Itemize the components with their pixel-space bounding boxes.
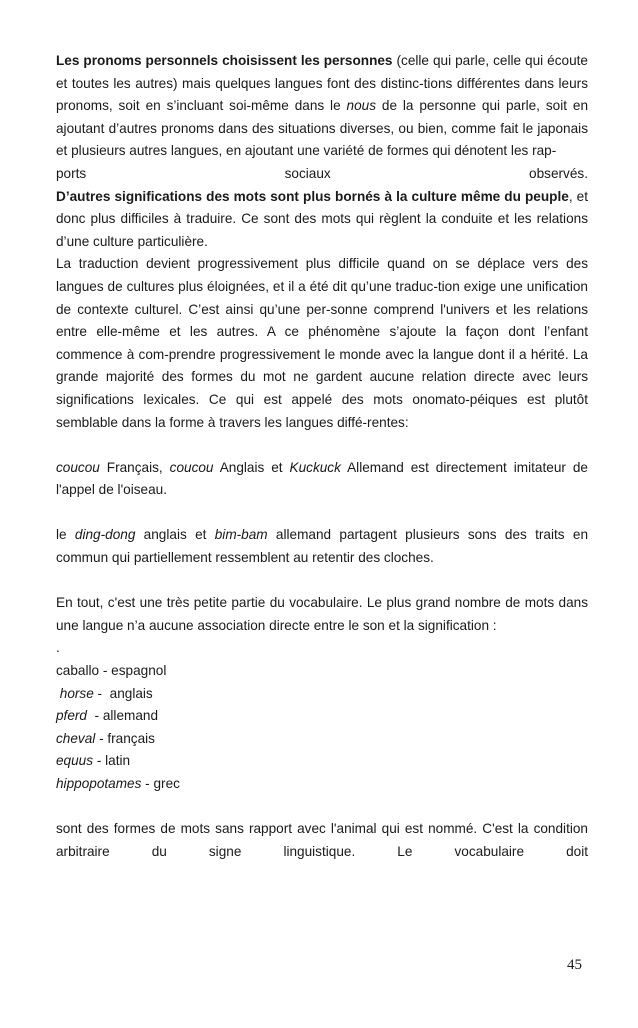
paragraph-coucou: coucou Français, coucou Anglais et Kuckuck Allemand est directement imitateur de l'appel de l'oiseau. (56, 459, 588, 498)
page-number: 45 (567, 957, 582, 973)
document-page (56, 50, 588, 863)
paragraph-vocabulaire: En tout, c'est une très petite partie du vocabulaire. Le plus grand nombre de mots dans une langue n’a aucune association directe entre le son et la signification : (56, 595, 588, 633)
list-item: pferd - allemand (56, 708, 159, 724)
paragraph-pronoms-last-line: ports sociaux observés. (56, 165, 588, 181)
paragraph-pronoms: Les pronoms personnels choisissent les personnes (celle qui parle, celle qui écoute et toutes les autres) mais quelques langues font des distinc-tions différentes dans leurs pronoms, soit en s’incluant soi-même dans le nous de la personne qui parle, soit en ajoutant d’autres pronoms dans des situations diverses, ou bien, comme fait le japonais et plusieurs autres langues, en ajoutant une variété de formes qui dénotent les rap- (56, 53, 588, 159)
list-item: caballo - espagnol (56, 663, 167, 679)
list-item: hippopotames - grec (56, 776, 180, 791)
paragraph-ding-dong: le ding-dong anglais et bim-bam allemand partagent plusieurs sons des traits en commun qui partiellement ressemblent au retentir des cloches. (56, 527, 589, 566)
paragraph-significations: D’autres significations des mots sont plus bornés à la culture même du peuple, et donc plus difficiles à traduire. Ce sont des mots qui règlent la conduite et les relations d’une culture particulière. (56, 188, 589, 249)
paragraph-traduction: La traduction devient progressivement plus difficile quand on se déplace vers des langues de cultures plus éloignées, et il a été dit qu’une traduc-tion exige une unification de contexte culturel. C’est ainsi qu’une per-sonne comprend l'univers et les relations entre elle-même et les autres. A ce phénomène s’ajoute la façon dont l’enfant commence à com-prendre progressivement le monde avec la langue dont il a hérité. La grande majorité des formes du mot ne gardent aucune relation directe avec leurs significations lexicales. Ce qui est appelé des mots onomato-péiques est plutôt semblable dans la forme à travers les langues diffé-rentes: (56, 256, 588, 430)
list-item: equus - latin (56, 753, 131, 769)
bold-phrase: D’autres significations des mots sont plus bornés à la culture même du peuple (56, 188, 569, 204)
list-item: cheval - français (56, 730, 155, 746)
word-list (56, 660, 588, 796)
list-item: horse - anglais (56, 685, 153, 701)
italic-word: nous (346, 98, 377, 114)
dot-line: . (56, 640, 60, 656)
bold-phrase: Les pronoms personnels choisissent les personnes (56, 53, 393, 68)
paragraph-formes: sont des formes de mots sans rapport avec l'animal qui est nommé. C'est la condition arbitraire du signe linguistique. Le vocabulaire doit (56, 821, 588, 859)
